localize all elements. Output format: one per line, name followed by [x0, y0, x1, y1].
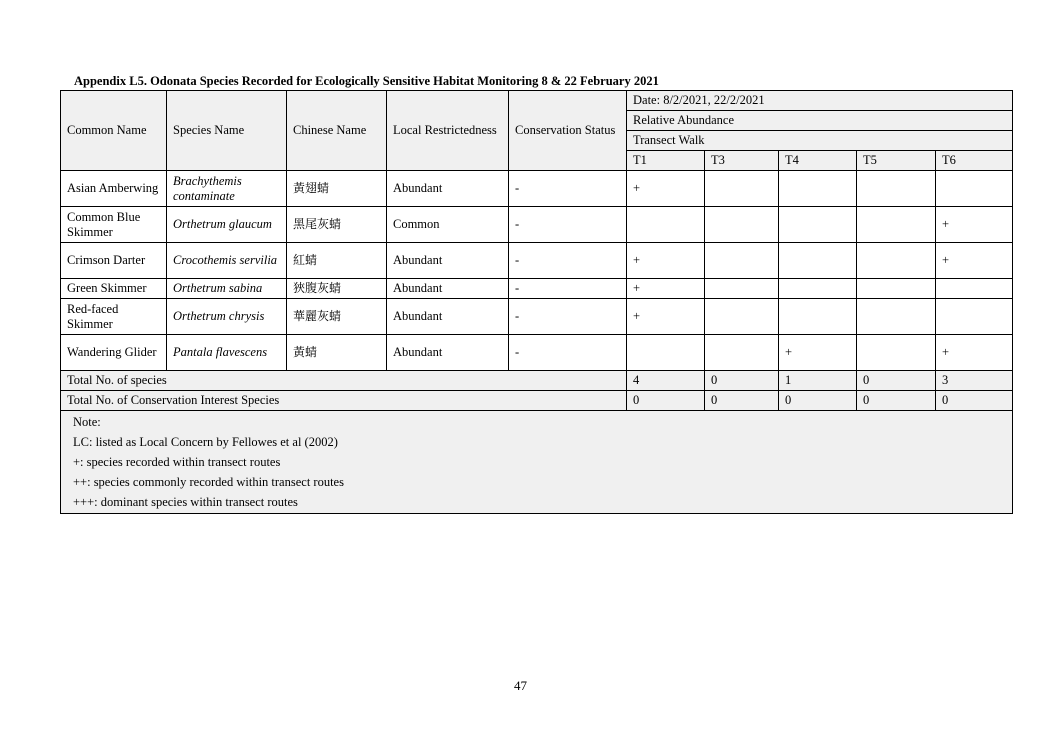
abundance-cell-t1: + — [627, 299, 705, 335]
abundance-cell-t1: + — [627, 171, 705, 207]
note-line: LC: listed as Local Concern by Fellowes et al (2002) — [73, 435, 338, 449]
header-transect-t1: T1 — [627, 151, 705, 171]
chinese-name-cell: 狹腹灰蜻 — [287, 279, 387, 299]
abundance-cell-t3 — [705, 171, 779, 207]
abundance-cell-t6 — [936, 299, 1013, 335]
species-name-cell: Crocothemis servilia — [167, 243, 287, 279]
conservation-status-cell: - — [509, 243, 627, 279]
abundance-cell-t6: + — [936, 243, 1013, 279]
totals-value-t5: 0 — [857, 391, 936, 411]
local-restrictedness-cell: Abundant — [387, 335, 509, 371]
header-local-restrictedness: Local Restrictedness — [387, 91, 509, 171]
table-caption: Appendix L5. Odonata Species Recorded for Ecologically Sensitive Habitat Monitoring 8 & 22 February 2021 — [74, 74, 659, 88]
totals-value-t1: 4 — [627, 371, 705, 391]
abundance-cell-t4 — [779, 299, 857, 335]
species-name-cell: Pantala flavescens — [167, 335, 287, 371]
common-name-cell: Crimson Darter — [61, 243, 167, 279]
header-relative-abundance: Relative Abundance — [627, 111, 1013, 131]
chinese-name-cell: 紅蜻 — [287, 243, 387, 279]
abundance-cell-t1: + — [627, 243, 705, 279]
common-name-cell: Red-faced Skimmer — [61, 299, 167, 335]
common-name-cell: Asian Amberwing — [61, 171, 167, 207]
common-name-cell: Green Skimmer — [61, 279, 167, 299]
common-name-cell: Common Blue Skimmer — [61, 207, 167, 243]
species-name-cell: Orthetrum chrysis — [167, 299, 287, 335]
common-name-cell: Wandering Glider — [61, 335, 167, 371]
local-restrictedness-cell: Abundant — [387, 279, 509, 299]
abundance-cell-t3 — [705, 243, 779, 279]
species-name-cell: Brachythemis contaminate — [167, 171, 287, 207]
table-row — [61, 207, 1013, 243]
header-conservation-status: Conservation Status — [509, 91, 627, 171]
totals-value-t6: 0 — [936, 391, 1013, 411]
header-transect-t5: T5 — [857, 151, 936, 171]
table-row — [61, 335, 1013, 371]
totals-value-t3: 0 — [705, 391, 779, 411]
note-line: ++: species commonly recorded within transect routes — [73, 475, 344, 489]
abundance-cell-t1 — [627, 207, 705, 243]
table-row — [61, 299, 1013, 335]
totals-value-t5: 0 — [857, 371, 936, 391]
totals-row — [61, 391, 1013, 411]
header-common-name: Common Name — [61, 91, 167, 171]
local-restrictedness-cell: Common — [387, 207, 509, 243]
totals-value-t6: 3 — [936, 371, 1013, 391]
local-restrictedness-cell: Abundant — [387, 243, 509, 279]
abundance-cell-t3 — [705, 335, 779, 371]
local-restrictedness-cell: Abundant — [387, 171, 509, 207]
conservation-status-cell: - — [509, 171, 627, 207]
totals-label: Total No. of Conservation Interest Species — [61, 391, 627, 411]
chinese-name-cell: 華麗灰蜻 — [287, 299, 387, 335]
notes-cell — [61, 411, 1013, 514]
header-chinese-name: Chinese Name — [287, 91, 387, 171]
totals-label: Total No. of species — [61, 371, 627, 391]
abundance-cell-t3 — [705, 279, 779, 299]
abundance-cell-t1: + — [627, 279, 705, 299]
totals-value-t4: 0 — [779, 391, 857, 411]
table-row — [61, 243, 1013, 279]
header-transect-walk: Transect Walk — [627, 131, 1013, 151]
header-species-name: Species Name — [167, 91, 287, 171]
species-table — [60, 90, 1013, 514]
table-row — [61, 171, 1013, 207]
conservation-status-cell: - — [509, 207, 627, 243]
notes-row — [61, 411, 1013, 514]
totals-row — [61, 371, 1013, 391]
conservation-status-cell: - — [509, 335, 627, 371]
abundance-cell-t3 — [705, 207, 779, 243]
abundance-cell-t5 — [857, 299, 936, 335]
abundance-cell-t6: + — [936, 335, 1013, 371]
abundance-cell-t5 — [857, 335, 936, 371]
abundance-cell-t6 — [936, 171, 1013, 207]
abundance-cell-t6: + — [936, 207, 1013, 243]
totals-value-t1: 0 — [627, 391, 705, 411]
abundance-cell-t6 — [936, 279, 1013, 299]
abundance-cell-t5 — [857, 171, 936, 207]
local-restrictedness-cell: Abundant — [387, 299, 509, 335]
header-transect-t6: T6 — [936, 151, 1013, 171]
abundance-cell-t5 — [857, 279, 936, 299]
abundance-cell-t4 — [779, 171, 857, 207]
table-row — [61, 279, 1013, 299]
header-transect-t4: T4 — [779, 151, 857, 171]
abundance-cell-t1 — [627, 335, 705, 371]
page-number: 47 — [514, 678, 527, 693]
totals-value-t4: 1 — [779, 371, 857, 391]
header-date: Date: 8/2/2021, 22/2/2021 — [627, 91, 1013, 111]
chinese-name-cell: 黃蜻 — [287, 335, 387, 371]
abundance-cell-t5 — [857, 243, 936, 279]
chinese-name-cell: 黃翅蜻 — [287, 171, 387, 207]
species-name-cell: Orthetrum sabina — [167, 279, 287, 299]
abundance-cell-t5 — [857, 207, 936, 243]
species-name-cell: Orthetrum glaucum — [167, 207, 287, 243]
note-line: Note: — [73, 415, 101, 429]
abundance-cell-t4 — [779, 279, 857, 299]
abundance-cell-t3 — [705, 299, 779, 335]
note-line: +++: dominant species within transect routes — [73, 495, 298, 509]
totals-value-t3: 0 — [705, 371, 779, 391]
conservation-status-cell: - — [509, 279, 627, 299]
conservation-status-cell: - — [509, 299, 627, 335]
abundance-cell-t4: + — [779, 335, 857, 371]
abundance-cell-t4 — [779, 207, 857, 243]
chinese-name-cell: 黑尾灰蜻 — [287, 207, 387, 243]
note-line: +: species recorded within transect routes — [73, 455, 281, 469]
header-transect-t3: T3 — [705, 151, 779, 171]
abundance-cell-t4 — [779, 243, 857, 279]
